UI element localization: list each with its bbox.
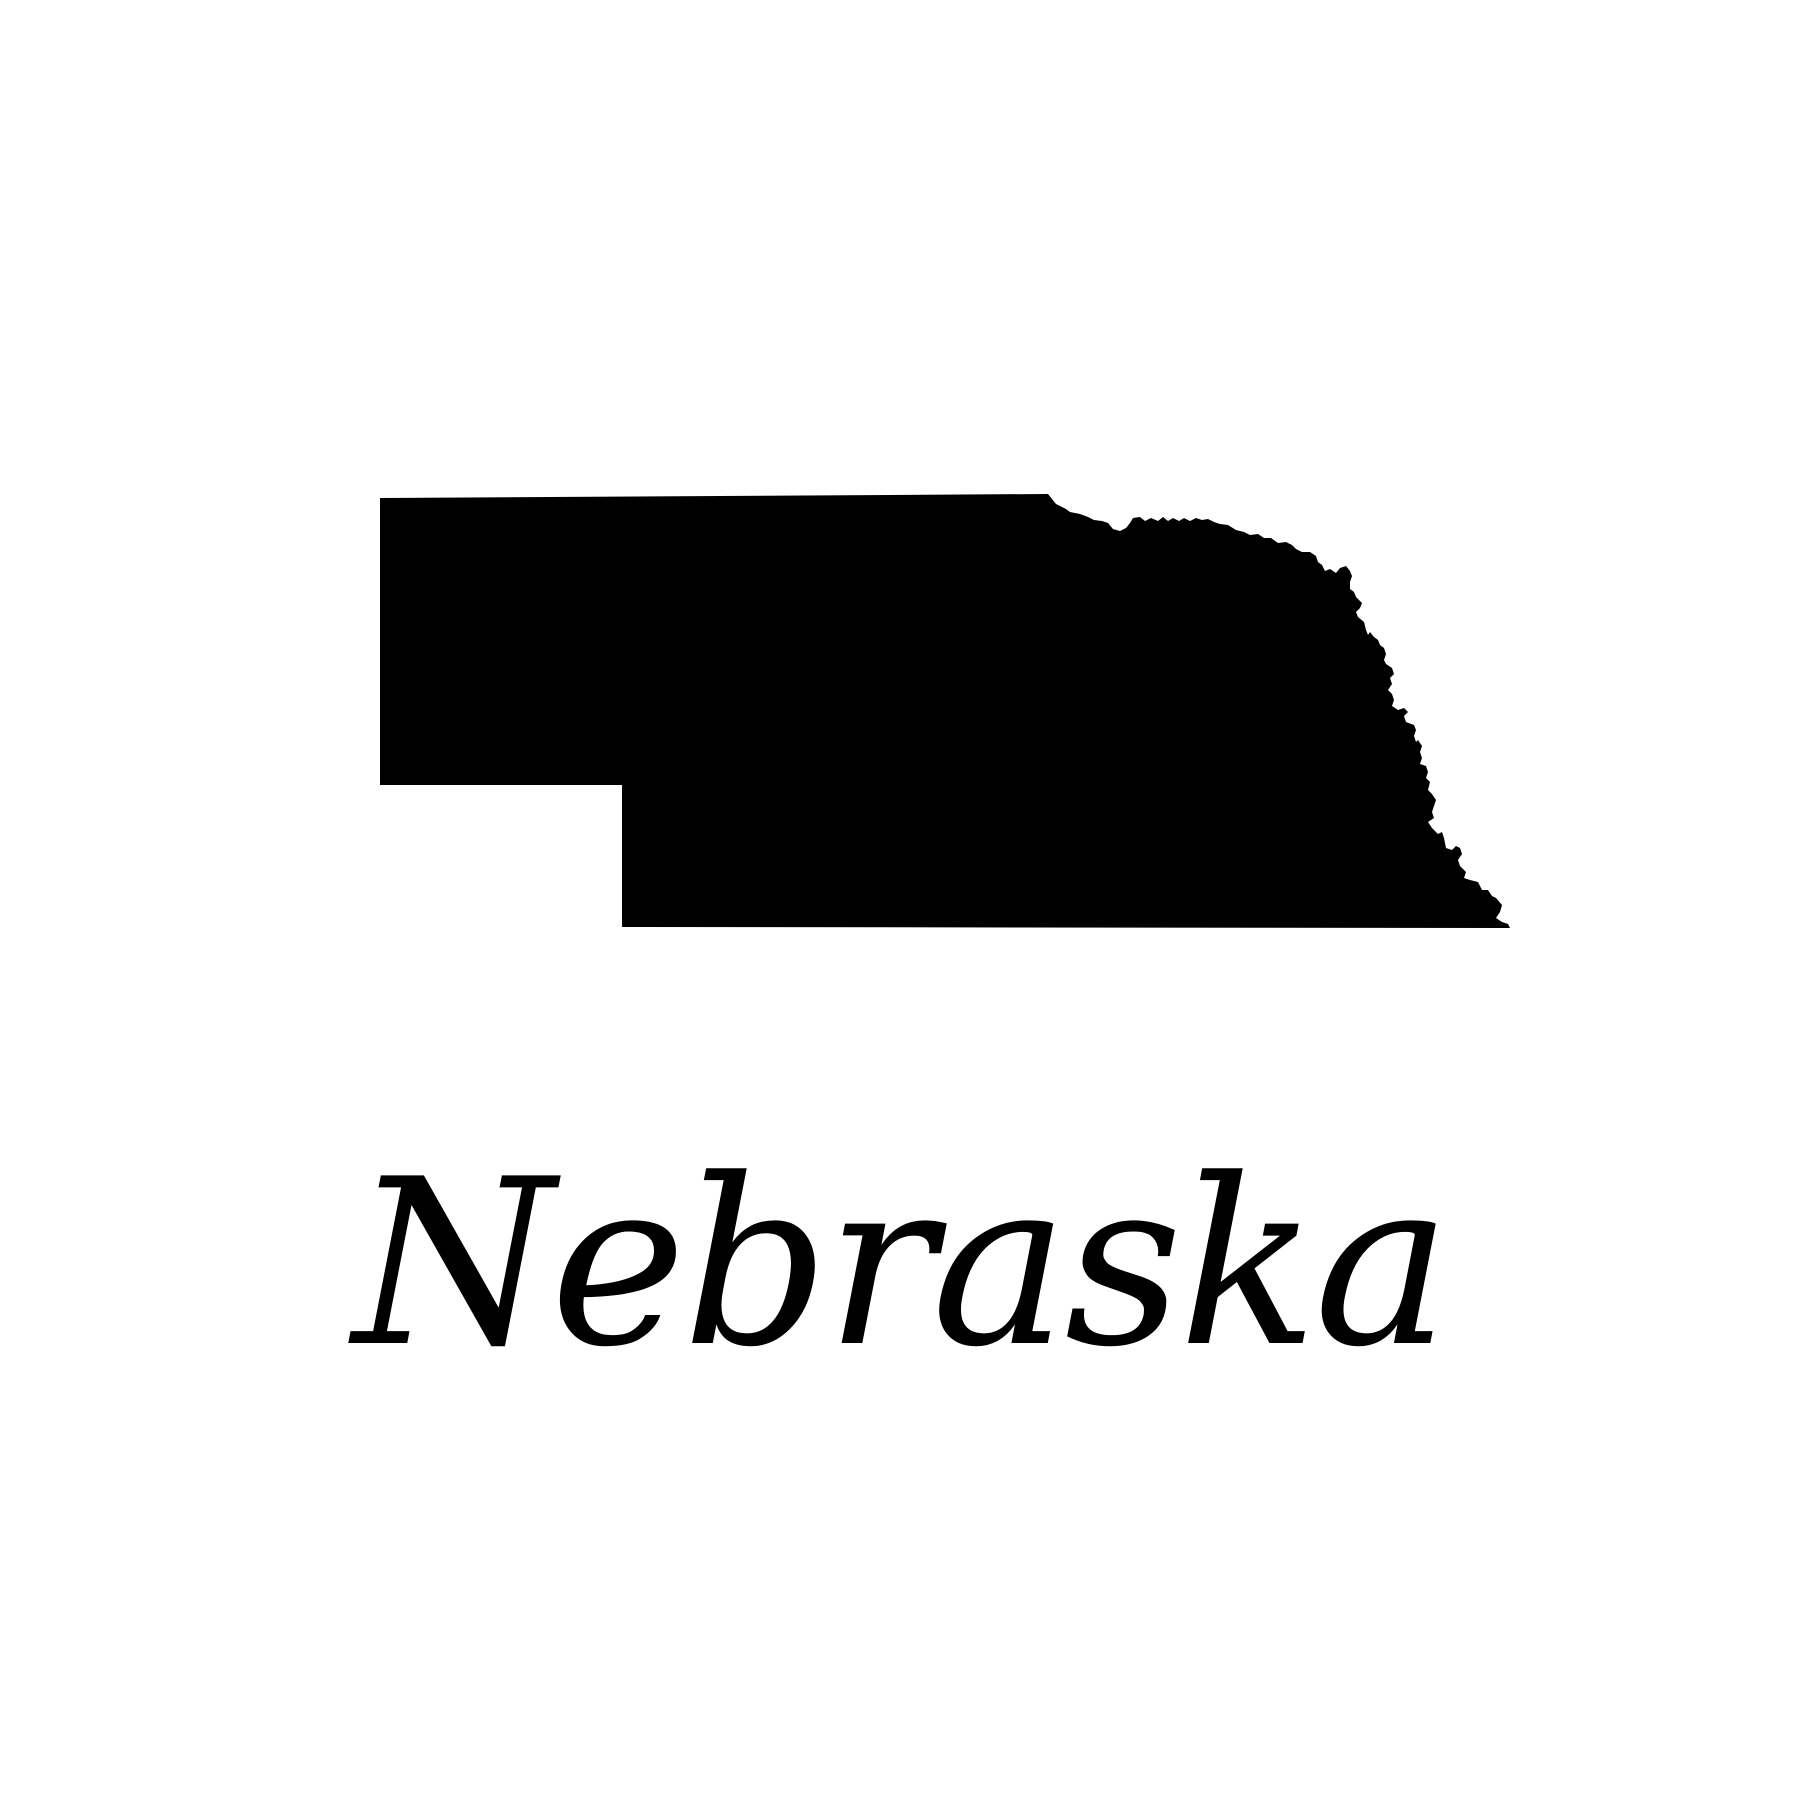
- state-name-label: Nebraska: [352, 1131, 1448, 1398]
